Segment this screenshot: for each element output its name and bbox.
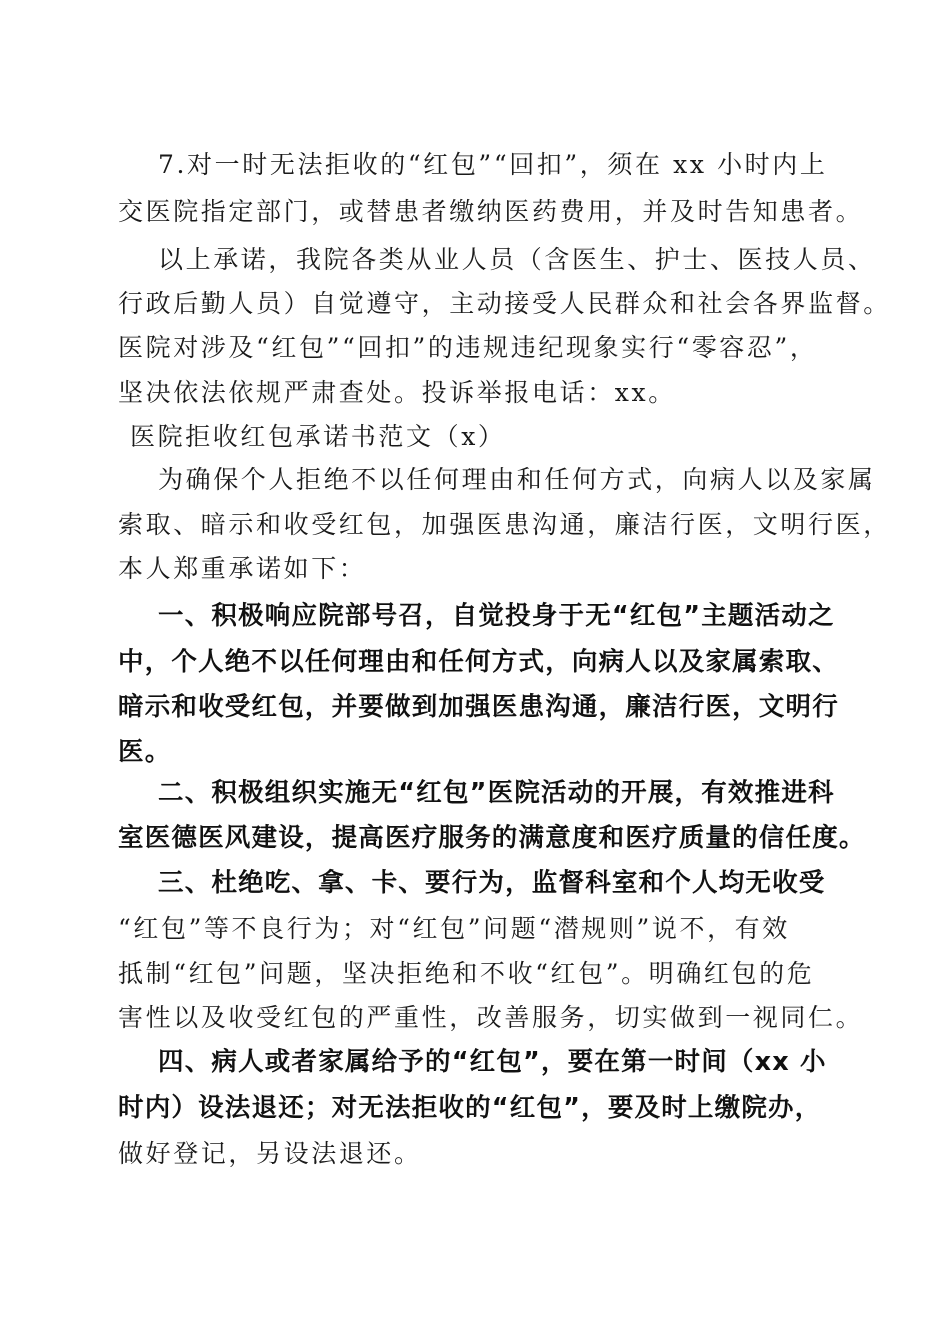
item-4-line-3: 做好登记，另设法退还。	[118, 1139, 422, 1168]
commitment-summary-line-1: 以上承诺，我院各类从业人员（含医生、护士、医技人员、	[158, 245, 876, 274]
paragraph-7-line-2: 交医院指定部门，或替患者缴纳医药费用，并及时告知患者。	[118, 197, 864, 226]
item-3-line-4: 害性以及收受红包的严重性，改善服务，切实做到一视同仁。	[118, 1003, 864, 1032]
item-3-line-3: 抵制“红包”问题，坚决拒绝和不收“红包”。明确红包的危	[118, 959, 815, 988]
item-4-line-2: 时内）设法退还；对无法拒收的“红包”，要及时上缴院办，	[118, 1093, 822, 1123]
item-1-line-4: 医。	[118, 737, 172, 767]
intro-line-3: 本人郑重承诺如下：	[118, 554, 367, 583]
intro-line-1: 为确保个人拒绝不以任何理由和任何方式，向病人以及家属	[158, 465, 876, 494]
item-2-line-2: 室医德医风建设，提高医疗服务的满意度和医疗质量的信任度。	[118, 823, 866, 853]
item-1-line-2: 中，个人绝不以任何理由和任何方式，向病人以及家属索取、	[118, 647, 839, 677]
section-title: 医院拒收红包承诺书范文（x）	[130, 422, 506, 451]
item-3-line-2: “红包”等不良行为；对“红包”问题“潜规则”说不，有效	[118, 914, 790, 943]
item-3-line-1: 三、杜绝吃、拿、卡、要行为，监督科室和个人均无收受	[158, 868, 826, 898]
item-4-line-1: 四、病人或者家属给予的“红包”，要在第一时间（xx 小	[158, 1047, 827, 1077]
commitment-summary-line-4: 坚决依法依规严肃查处。投诉举报电话：xx。	[118, 378, 676, 407]
item-1-line-1: 一、积极响应院部号召，自觉投身于无“红包”主题活动之	[158, 601, 835, 631]
commitment-summary-line-2: 行政后勤人员）自觉遵守，主动接受人民群众和社会各界监督。	[118, 289, 891, 318]
item-1-line-3: 暗示和收受红包，并要做到加强医患沟通，廉洁行医，文明行	[118, 692, 839, 722]
paragraph-7-line-1: 7.对一时无法拒收的“红包”“回扣”，须在 xx 小时内上	[158, 150, 828, 179]
commitment-summary-line-3: 医院对涉及“红包”“回扣”的违规违纪现象实行“零容忍”，	[118, 333, 818, 362]
intro-line-2: 索取、暗示和收受红包，加强医患沟通，廉洁行医，文明行医，	[118, 510, 891, 539]
item-2-line-1: 二、积极组织实施无“红包”医院活动的开展，有效推进科	[158, 778, 835, 808]
